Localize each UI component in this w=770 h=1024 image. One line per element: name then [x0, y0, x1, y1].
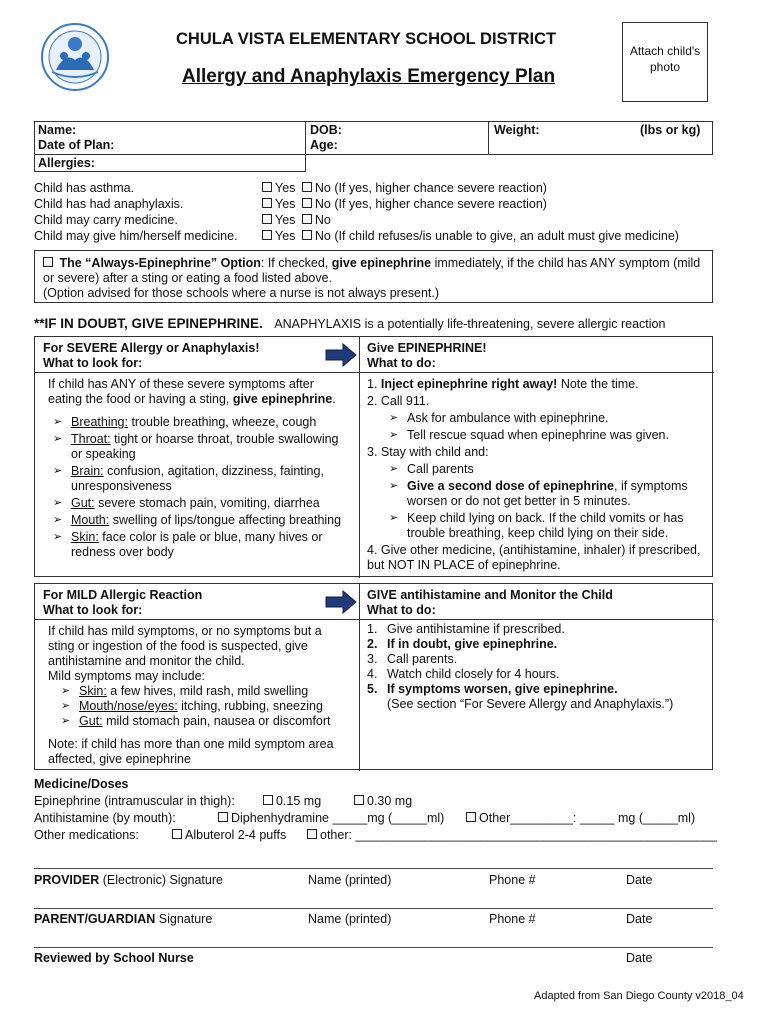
question-text: Child has had anaphylaxis.: [34, 197, 184, 211]
age-label: Age:: [310, 138, 338, 152]
medicine-heading: Medicine/Doses: [34, 777, 129, 791]
list-item: ➢ Breathing: trouble breathing, wheeze, cough: [49, 415, 349, 430]
page-title: Allergy and Anaphylaxis Emergency Plan: [182, 66, 556, 87]
list-item: ➢ Skin: a few hives, mild rash, mild swelling: [57, 684, 357, 699]
question-row: [34, 181, 724, 195]
list-item: 4. Watch child closely for 4 hours.: [367, 667, 560, 681]
list-item: ➢ Gut: severe stomach pain, vomiting, diarrhea: [49, 496, 349, 511]
mild-note: Note: if child has more than one mild symptom area affected, give epinephrine: [48, 737, 334, 766]
mild-section: [34, 583, 713, 770]
no-label: No (If yes, higher chance severe reaction): [314, 197, 547, 211]
question-text: Child has asthma.: [34, 181, 135, 195]
list-item: ➢ Ask for ambulance with epinephrine.: [385, 411, 709, 426]
list-item: ➢ Tell rescue squad when epinephrine was given.: [385, 428, 709, 443]
mild-left-head: For MILD Allergic Reaction What to look for:: [43, 588, 203, 617]
diphenhydramine-checkbox[interactable]: [218, 812, 228, 822]
weight-unit: (lbs or kg): [640, 123, 701, 137]
district-logo: [40, 22, 110, 92]
list-item: 1. Give antihistamine if prescribed.: [367, 622, 565, 636]
other-antihistamine-checkbox[interactable]: [466, 812, 476, 822]
question-row: [34, 197, 724, 211]
list-item: ➢ Gut: mild stomach pain, nausea or discomfort: [57, 714, 357, 729]
option-give-epi: give epinephrine: [331, 256, 432, 270]
yes-checkbox[interactable]: [262, 214, 272, 224]
signature-line: [34, 868, 713, 869]
anaphylaxis-text: ANAPHYLAXIS is a potentially life-threatening, severe allergic reaction: [274, 317, 666, 331]
list-item: ➢ Call parents: [385, 462, 709, 477]
list-item: ➢ Brain: confusion, agitation, dizziness, fainting, unresponsiveness: [49, 464, 349, 494]
mild-symptom-list: [57, 684, 357, 729]
photo-box-label: Attach child's photo: [629, 44, 701, 74]
no-checkbox[interactable]: [302, 230, 312, 240]
severe-arrow-icon: [325, 343, 357, 370]
allergies-label: Allergies:: [38, 156, 95, 170]
epi-015-checkbox[interactable]: [263, 795, 273, 805]
question-row: [34, 229, 724, 243]
no-checkbox[interactable]: [302, 214, 312, 224]
list-item: ➢ Give a second dose of epinephrine, if symptoms worsen or do not get better in 5 minutes.: [385, 479, 709, 509]
severe-section: [34, 336, 713, 577]
no-label: No (If child refuses/is unable to give, an adult must give medicine): [314, 229, 679, 243]
yes-checkbox[interactable]: [262, 230, 272, 240]
district-name: CHULA VISTA ELEMENTARY SCHOOL DISTRICT: [176, 30, 557, 48]
photo-box: [622, 22, 708, 102]
option-note: (Option advised for those schools where a nurse is not always present.): [43, 286, 440, 300]
list-item: 2. If in doubt, give epinephrine.: [367, 637, 558, 651]
mild-right-head: GIVE antihistamine and Monitor the Child What to do:: [367, 588, 613, 617]
medicine-section: Medicine/Doses Epinephrine (intramuscular in thigh): 0.15 mg 0.30 mg Antihistamine (by mouth): Diphenhydramine _____mg (_____ml) Other_________: _____ mg (_____ml) Other medications: Albuterol 2-4 puffs other: ____________________________________________________: [34, 776, 724, 844]
list-item: ➢ Mouth/nose/eyes: itching, rubbing, sneezing: [57, 699, 357, 714]
no-label: No (If yes, higher chance severe reaction): [314, 181, 547, 195]
yes-label: Yes: [275, 181, 296, 195]
if-in-doubt-line: [34, 316, 665, 331]
no-label: No: [314, 213, 331, 227]
info-table: [34, 121, 713, 171]
weight-label: Weight:: [494, 123, 540, 137]
mild-arrow-icon: [325, 590, 357, 617]
epi-030-checkbox[interactable]: [354, 795, 364, 805]
severe-left-head: For SEVERE Allergy or Anaphylaxis! What to look for:: [43, 341, 260, 370]
yes-checkbox[interactable]: [262, 182, 272, 192]
yes-label: Yes: [275, 229, 296, 243]
question-text: Child may give him/herself medicine.: [34, 229, 238, 243]
yes-label: Yes: [275, 213, 296, 227]
name-label: Name:: [38, 123, 77, 137]
list-item: ➢ Mouth: swelling of lips/tongue affecting breathing: [49, 513, 349, 528]
mild-intro: If child has mild symptoms, or no symptoms but a sting or ingestion of the food is suspected, give antihistamine and monitor the child. Mild symptoms may include:: [48, 624, 322, 683]
severe-steps: 1. Inject epinephrine right away! Note the time. 2. Call 911. ➢ Ask for ambulance with epinephrine. ➢ Tell rescue squad when epinephrine was given. 3. Stay with child and: ➢ Call parents ➢ Give a second dose of epinephrine, if symptoms worsen or do not get better in 5 minutes. ➢ Keep child lying on back. If the child vomits or has trouble breathing, keep child lying on their side. 4. Give other medicine, (antihistamine, inhaler) if prescribed, but NOT IN PLACE of epinephrine.: [367, 377, 709, 573]
question-text: Child may carry medicine.: [34, 213, 178, 227]
option-text-1: : If checked,: [260, 256, 332, 270]
list-item: ➢ Skin: face color is pale or blue, many hives or redness over body: [49, 530, 349, 560]
always-epinephrine-checkbox[interactable]: [43, 257, 53, 267]
always-epinephrine-option: [34, 250, 713, 303]
if-in-doubt-heading: **IF IN DOUBT, GIVE EPINEPHRINE.: [34, 316, 263, 331]
date-of-plan-label: Date of Plan:: [38, 138, 115, 152]
list-item: ➢ Throat: tight or hoarse throat, trouble swallowing or speaking: [49, 432, 349, 462]
no-checkbox[interactable]: [302, 182, 312, 192]
mild-steps: 1. Give antihistamine if prescribed. 2. If in doubt, give epinephrine. 3. Call parents. 4. Watch child closely for 4 hours. 5. If symptoms worsen, give epinephrine. (See section “For Severe Allergy and Anaphylaxis.”): [367, 622, 709, 712]
severe-right-head: Give EPINEPHRINE! What to do:: [367, 341, 487, 370]
footer-note: Adapted from San Diego County v2018_04: [534, 990, 744, 1002]
list-item: ➢ Keep child lying on back. If the child vomits or has trouble breathing, keep child lying on their side.: [385, 511, 709, 541]
option-text-2: immediately, if the child has ANY symptom (mild or severe) after a sting or eating a food listed above.: [43, 256, 701, 285]
dob-label: DOB:: [310, 123, 342, 137]
yes-label: Yes: [275, 197, 296, 211]
signature-line: [34, 908, 713, 909]
option-title: The “Always-Epinephrine” Option: [59, 256, 261, 270]
albuterol-checkbox[interactable]: [172, 829, 182, 839]
severe-intro: If child has ANY of these severe symptoms after eating the food or having a sting, give epinephrine.: [48, 377, 336, 406]
question-row: [34, 213, 724, 227]
other-medication-checkbox[interactable]: [307, 829, 317, 839]
yes-checkbox[interactable]: [262, 198, 272, 208]
no-checkbox[interactable]: [302, 198, 312, 208]
signature-line: [34, 947, 713, 948]
list-item: 5. If symptoms worsen, give epinephrine.: [367, 682, 618, 696]
severe-symptom-list: [49, 415, 349, 562]
list-item: 3. Call parents.: [367, 652, 458, 666]
